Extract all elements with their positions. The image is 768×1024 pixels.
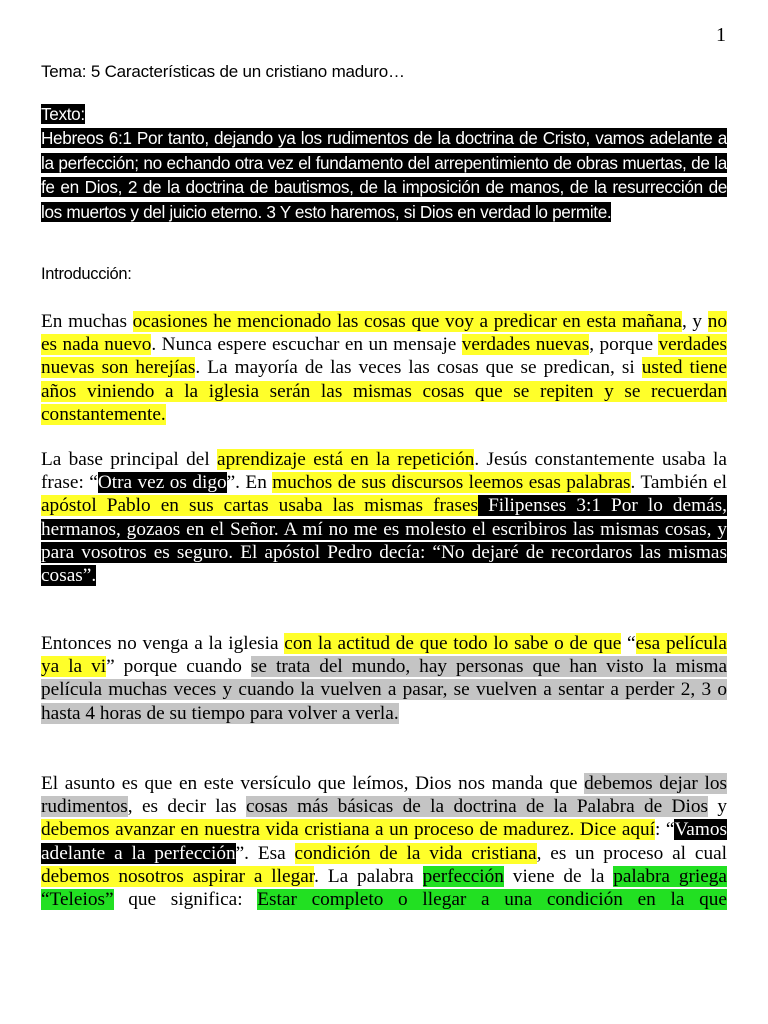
highlight-yellow: verdades nuevas (461, 334, 590, 356)
highlight-yellow: no es nada nuevo (41, 311, 727, 356)
text-segment: y (708, 796, 728, 818)
highlight-yellow: ocasiones he mencionado las cosas que voy a predicar en esta mañana (132, 311, 682, 332)
text-segment: ”. Esa (235, 842, 295, 864)
text-segment: “ (621, 633, 636, 654)
text-segment: . La palabra (314, 865, 423, 887)
highlight-yellow: condición de la vida cristiana (294, 842, 537, 864)
highlight-black: Otra vez os digo (97, 472, 227, 494)
text-segment: En muchas (41, 311, 133, 332)
highlight-green: Estar completo o llegar a una condición en la que (257, 889, 727, 911)
texto-label: Texto: (41, 104, 85, 124)
highlight-yellow: debemos nosotros aspirar a llegar (41, 865, 315, 887)
highlight-yellow: esa película ya la vi (41, 633, 727, 678)
text-segment: : “ (655, 819, 675, 841)
text-segment: . Nunca espere escuchar en un mensaje (151, 334, 462, 356)
highlight-yellow: verdades nuevas son herejías (41, 334, 727, 379)
highlight-gray: debemos dejar los rudimentos (41, 773, 727, 818)
text-segment: ” porque cuando (106, 656, 251, 678)
scripture-body: Hebreos 6:1 Por tanto, dejando ya los rudimentos de la doctrina de Cristo, vamos adelante a la perfección; no echando otra vez el fundamento del arrepentimiento de obras muertas, de la fe en Dios, 2 de la doctrina de bautismos, de la imposición de manos, de la resurrección de los muertos y del juicio eterno. 3 Y esto haremos, si Dios en verdad lo permite. (41, 128, 727, 222)
text-segment: . La mayoría de las veces las cosas que se predican, si (195, 357, 642, 379)
highlight-green: perfección (422, 865, 504, 887)
highlight-black: Vamos adelante a la perfección (41, 819, 727, 864)
text-segment: , y (681, 311, 708, 332)
introduction-label: Introducción: (41, 265, 132, 283)
highlight-yellow: muchos de sus discursos leemos esas palabras (272, 472, 631, 494)
highlight-yellow: con la actitud de que todo lo sabe o de que (284, 633, 622, 654)
text-segment: Entonces no venga a la iglesia (41, 633, 285, 654)
text-segment: viene de la (503, 865, 614, 887)
highlight-yellow: debemos avanzar en nuestra vida cristiana a un proceso de madurez. Dice aquí (41, 819, 656, 841)
text-segment: . Jesús constantemente usaba la frase: “ (41, 449, 727, 494)
highlight-yellow: aprendizaje está en la repetición (217, 449, 475, 470)
highlight-black: Filipenses 3:1 Por lo demás, hermanos, gozaos en el Señor. A mí no me es molesto el escribiros las mismas cosas, y para vosotros es seguro. El apóstol Pedro decía: “No dejaré de recordaros las mismas cosas”. (41, 495, 727, 587)
text-segment: . También el (630, 472, 727, 494)
text-segment: La base principal del (41, 449, 218, 470)
paragraph-4 (41, 772, 727, 911)
paragraph-1 (41, 310, 727, 426)
page-number: 1 (716, 24, 726, 46)
text-segment: , porque (589, 334, 659, 356)
text-segment: , es un proceso al cual (536, 842, 727, 864)
text-segment: ”. En (226, 472, 273, 494)
document-title: Tema: 5 Características de un cristiano maduro… (41, 62, 405, 81)
highlight-yellow: apóstol Pablo en sus cartas usaba las mismas frases (41, 495, 479, 517)
paragraph-2 (41, 448, 727, 587)
highlight-yellow: usted tiene años viniendo a la iglesia serán las mismas cosas que se repiten y se recuerdan constantemente. (41, 357, 727, 425)
text-segment: El asunto es que en este versículo que leímos, Dios nos manda que (41, 773, 585, 794)
highlight-gray: se trata del mundo, hay personas que han visto la misma película muchas veces y cuando la vuelven a pasar, se vuelven a sentar a perder 2, 3 o hasta 4 horas de su tiempo para volver a verla. (41, 656, 727, 724)
highlight-green: palabra griega “Teleios” (41, 865, 727, 911)
highlight-gray: cosas más básicas de la doctrina de la Palabra de Dios (246, 796, 708, 818)
paragraph-3 (41, 632, 727, 725)
text-segment: que significa: (113, 889, 258, 911)
scripture-text-block (41, 102, 727, 224)
text-segment: , es decir las (127, 796, 247, 818)
